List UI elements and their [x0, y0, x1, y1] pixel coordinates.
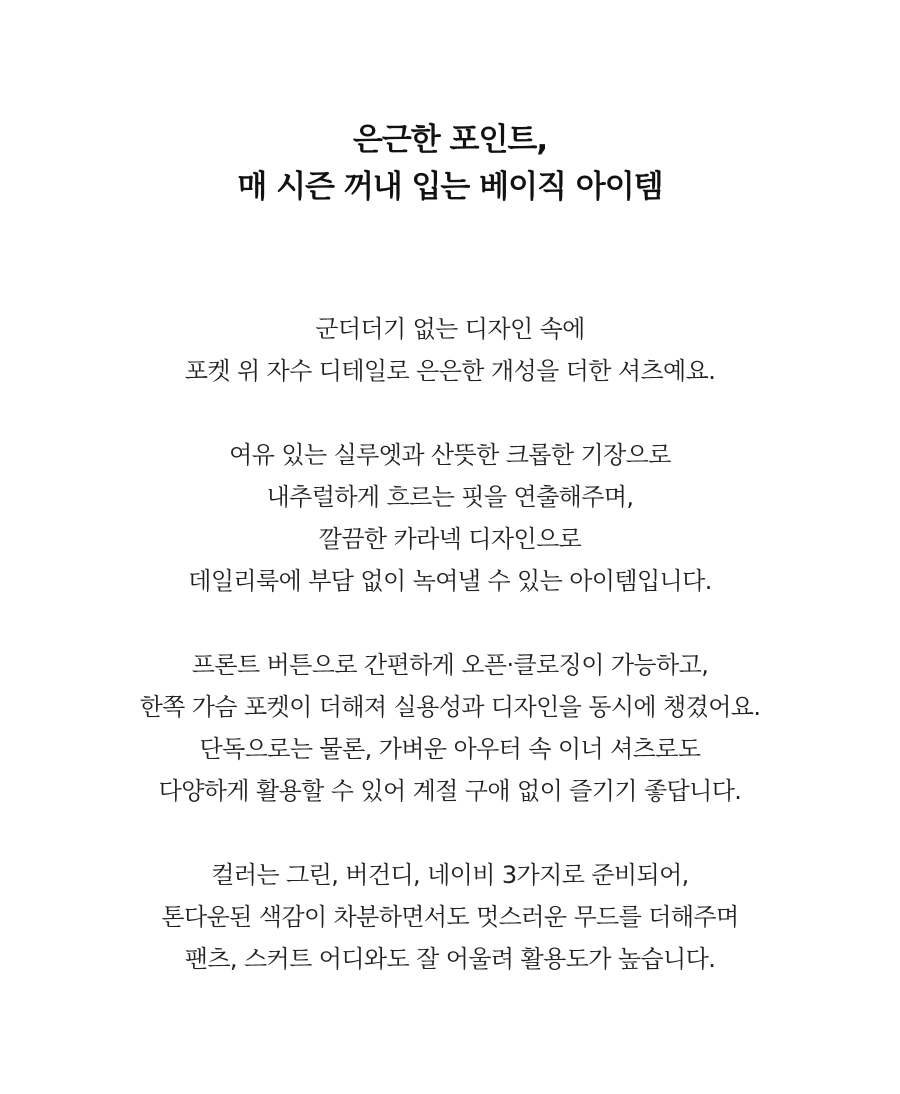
paragraph-line: 톤다운된 색감이 차분하면서도 멋스러운 무드를 더해주며: [161, 903, 739, 931]
paragraph-line: 다양하게 활용할 수 있어 계절 구애 없이 즐기기 좋답니다.: [158, 777, 742, 805]
paragraph-line: 여유 있는 실루엣과 산뜻한 크롭한 기장으로: [229, 441, 671, 469]
paragraph-intro: [0, 308, 900, 392]
paragraph-details: [0, 644, 900, 812]
paragraph-line: 데일리룩에 부담 없이 녹여낼 수 있는 아이템입니다.: [188, 567, 712, 595]
headline-line: 은근한 포인트,: [352, 122, 548, 158]
description-body: [0, 308, 900, 1022]
paragraph-line: 포켓 위 자수 디테일로 은은한 개성을 더한 셔츠예요.: [184, 357, 716, 385]
paragraph-line: 컬러는 그린, 버건디, 네이비 3가지로 준비되어,: [211, 861, 689, 889]
paragraph-colors: [0, 854, 900, 980]
paragraph-line: 군더더기 없는 디자인 속에: [315, 315, 585, 343]
paragraph-line: 한쪽 가슴 포켓이 더해져 실용성과 디자인을 동시에 챙겼어요.: [139, 693, 761, 721]
headline-line: 매 시즌 꺼내 입는 베이직 아이템: [237, 169, 663, 205]
paragraph-silhouette: [0, 434, 900, 602]
paragraph-line: 팬츠, 스커트 어디와도 잘 어울려 활용도가 높습니다.: [184, 945, 716, 973]
paragraph-line: 깔끔한 카라넥 디자인으로: [318, 525, 582, 553]
paragraph-line: 프론트 버튼으로 간편하게 오픈·클로징이 가능하고,: [191, 651, 709, 679]
paragraph-line: 내추럴하게 흐르는 핏을 연출해주며,: [266, 483, 634, 511]
paragraph-line: 단독으로는 물론, 가벼운 아우터 속 이너 셔츠로도: [199, 735, 701, 763]
headline: [0, 117, 900, 211]
